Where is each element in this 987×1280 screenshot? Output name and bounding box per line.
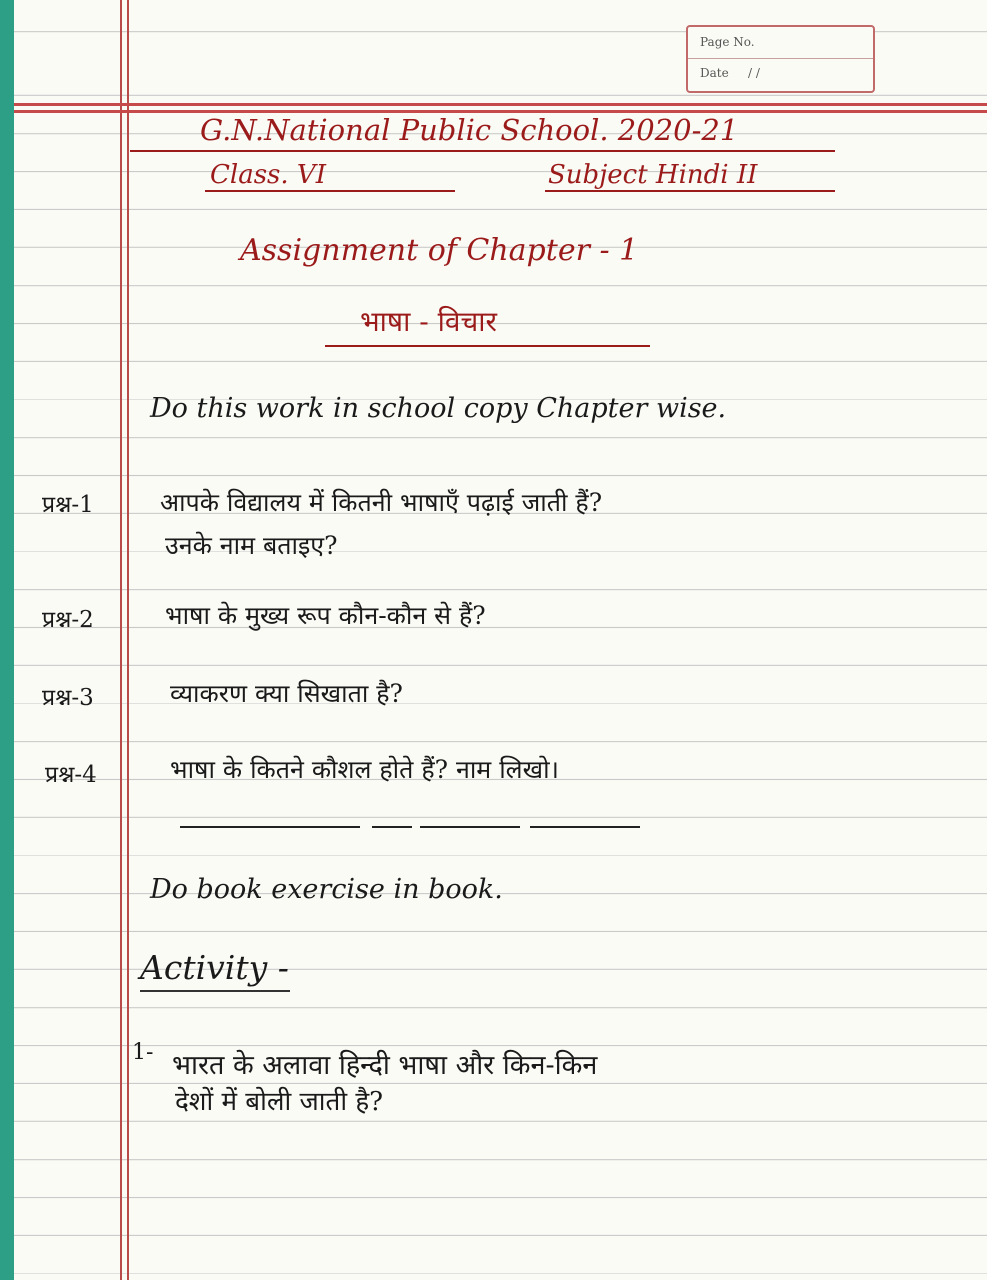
assignment-subtitle: भाषा - विचार xyxy=(360,305,497,338)
instruction-text: Do this work in school copy Chapter wise. xyxy=(150,393,727,424)
class-underline xyxy=(205,190,455,192)
question-1-text: आपके विद्यालय में कितनी भाषाएँ पढ़ाई जाती हैं? xyxy=(160,488,603,517)
subtitle-underline xyxy=(325,345,650,347)
subject-label: Subject Hindi II xyxy=(548,160,758,190)
margin-line-right xyxy=(127,0,129,1280)
question-2-text: भाषा के मुख्य रूप कौन-कौन से हैं? xyxy=(165,601,486,630)
question-3-text: व्याकरण क्या सिखाता है? xyxy=(170,679,403,708)
question-4-label: प्रश्न-4 xyxy=(45,762,97,788)
background-edge xyxy=(0,0,14,1280)
page-number-box xyxy=(686,25,875,93)
school-name-underline xyxy=(130,150,835,152)
school-name-heading: G.N.National Public School. 2020-21 xyxy=(200,113,739,147)
separator-dash-2 xyxy=(372,826,412,828)
page-number-label: Page No. xyxy=(700,35,755,49)
top-rule-upper xyxy=(14,103,987,106)
date-label: Date xyxy=(700,66,729,80)
separator-dash-4 xyxy=(530,826,640,828)
question-3-label: प्रश्न-3 xyxy=(42,685,94,711)
book-instruction: Do book exercise in book. xyxy=(150,874,503,905)
activity-underline xyxy=(140,990,290,992)
subject-underline xyxy=(545,190,835,192)
activity-item-continuation: देशों में बोली जाती है? xyxy=(175,1087,384,1117)
activity-heading: Activity - xyxy=(140,948,289,987)
question-1-continuation: उनके नाम बताइए? xyxy=(165,531,338,560)
page-box-divider xyxy=(688,58,873,59)
question-2-label: प्रश्न-2 xyxy=(42,607,94,633)
question-1-label: प्रश्न-1 xyxy=(42,492,94,518)
separator-dash-1 xyxy=(180,826,360,828)
date-value: / / xyxy=(748,66,760,80)
class-label: Class. VI xyxy=(210,160,326,190)
question-4-text: भाषा के कितने कौशल होते हैं? नाम लिखो। xyxy=(170,755,560,784)
activity-item-text: भारत के अलावा हिन्दी भाषा और किन-किन xyxy=(172,1050,598,1081)
separator-dash-3 xyxy=(420,826,520,828)
activity-item-number: 1- xyxy=(132,1040,154,1065)
margin-line-left xyxy=(120,0,122,1280)
assignment-title: Assignment of Chapter - 1 xyxy=(240,233,639,268)
